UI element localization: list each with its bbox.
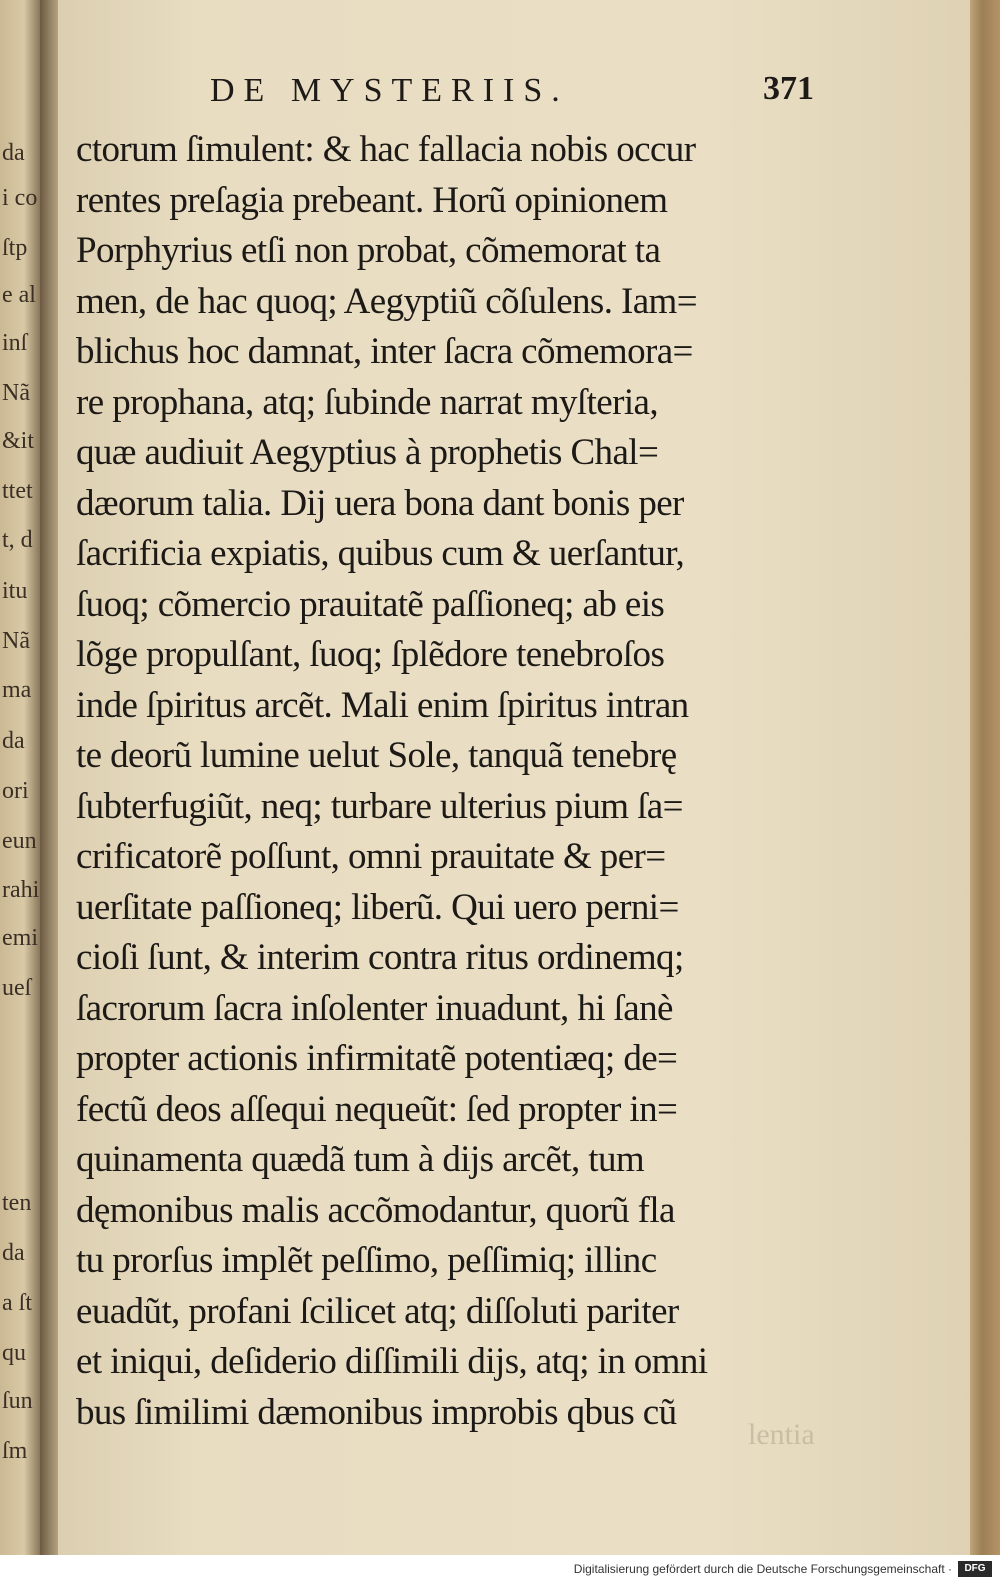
facing-page-fragment: Nã <box>2 380 30 406</box>
text-line: ſuoq; cõmercio prauitatẽ paſſioneq; ab eis <box>76 583 665 625</box>
facing-page-fragment: ttet <box>2 478 33 504</box>
text-line: dęmonibus malis accõmodantur, quorũ fla <box>76 1189 675 1231</box>
text-line: ſubterfugiũt, neq; turbare ulterius pium ſa= <box>76 785 683 827</box>
text-line: ſacrorum ſacra inſolenter inuadunt, hi ſanè <box>76 987 673 1029</box>
text-line: inde ſpiritus arcẽt. Mali enim ſpiritus intran <box>76 684 689 726</box>
facing-page-fragment: ſtp <box>2 235 28 261</box>
text-line: blichus hoc damnat, inter ſacra cõmemora= <box>76 331 693 372</box>
text-line: Porphyrius etſi non probat, cõmemorat ta <box>76 230 661 271</box>
text-line: cioſi ſunt, & interim contra ritus ordinemq; <box>76 937 684 978</box>
facing-page-fragment: e al <box>2 282 36 308</box>
funding-credit: Digitalisierung gefördert durch die Deutsche Forschungsgemeinschaft · <box>573 1562 952 1576</box>
facing-page-fragment: da <box>2 1240 25 1266</box>
text-line: ctorum ſimulent: & hac fallacia nobis occur <box>76 129 696 170</box>
text-line: re prophana, atq; ſubinde narrat myſteria, <box>76 381 658 423</box>
facing-page-fragment: i co <box>2 185 38 211</box>
text-line: et iniqui, deſiderio diſſimili dijs, atq; in omni <box>76 1341 708 1382</box>
facing-page-fragment: itu <box>2 578 28 604</box>
facing-page-edge <box>0 0 40 1555</box>
facing-page-fragment: eun <box>2 828 37 854</box>
facing-page-fragment: qu <box>2 1340 26 1366</box>
page-edge <box>970 0 1000 1555</box>
text-line: tu prorſus implẽt peſſimo, peſſimiq; illinc <box>76 1240 657 1281</box>
facing-page-fragment: t, d <box>2 527 33 553</box>
text-line: quinamenta quædã tum à dijs arcẽt, tum <box>76 1139 645 1180</box>
text-line: te deorũ lumine uelut Sole, tanquã tenebrę <box>76 735 677 776</box>
footer-bar <box>0 1555 1000 1585</box>
text-line: quæ audiuit Aegyptius à prophetis Chal= <box>76 432 659 473</box>
book-page <box>58 0 970 1555</box>
text-line: crificatorẽ poſſunt, omni prauitate & per= <box>76 836 666 877</box>
dfg-logo: DFG <box>958 1561 992 1577</box>
facing-page-fragment: a ſt <box>2 1290 32 1316</box>
facing-page-fragment: ſm <box>2 1438 28 1464</box>
text-line: ſacrificia expiatis, quibus cum & uerſantur, <box>76 533 685 574</box>
show-through-text: lentia <box>748 1418 815 1451</box>
facing-page-fragment: da <box>2 140 25 166</box>
text-line: uerſitate paſſioneq; liberũ. Qui uero perni= <box>76 886 679 928</box>
book-gutter <box>40 0 58 1555</box>
facing-page-fragment: ten <box>2 1190 32 1216</box>
text-line: euadũt, profani ſcilicet atq; diſſoluti pariter <box>76 1290 679 1332</box>
facing-page-fragment: da <box>2 728 25 754</box>
text-line: dæorum talia. Dij uera bona dant bonis per <box>76 482 684 524</box>
facing-page-fragment: rahi <box>2 877 40 903</box>
text-line: fectũ deos aſſequi nequeũt: ſed propter in= <box>76 1088 678 1130</box>
text-line: propter actionis infirmitatẽ potentiæq; de= <box>76 1038 678 1079</box>
running-head <box>58 72 970 112</box>
page-number: 371 <box>763 70 814 107</box>
text-line: rentes preſagia prebeant. Horũ opinionem <box>76 179 668 221</box>
facing-page-fragment: &it <box>2 428 35 454</box>
text-line: bus ſimilimi dæmonibus improbis qbus cũ <box>76 1391 677 1433</box>
text-line: men, de hac quoq; Aegyptiũ cõſulens. Iam= <box>76 280 698 322</box>
facing-page-fragment: ma <box>2 677 32 703</box>
facing-page-fragment: ſun <box>2 1388 33 1414</box>
facing-page-fragment: Nã <box>2 628 30 654</box>
facing-page-fragment: emi <box>2 925 38 951</box>
text-line: lõge propulſant, ſuoq; ſplẽdore tenebroſos <box>76 634 665 675</box>
running-title: DE MYSTERIIS. <box>210 72 569 109</box>
facing-page-fragment: ueſ <box>2 975 32 1001</box>
facing-page-fragment: inſ <box>2 330 28 356</box>
facing-page-fragment: ori <box>2 778 29 804</box>
body-text <box>76 125 841 1438</box>
